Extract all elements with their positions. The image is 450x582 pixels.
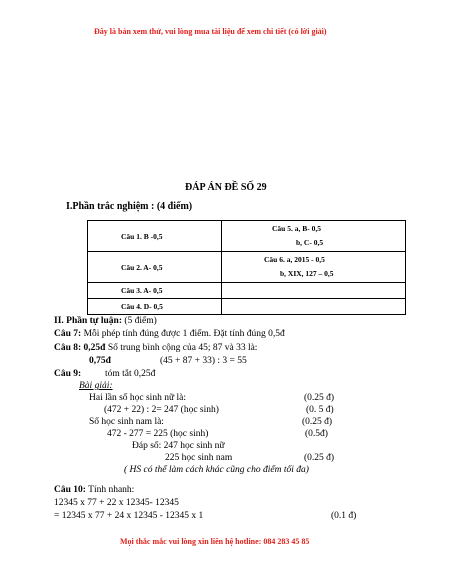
part1-heading: I.Phần trắc nghiệm : (4 điểm) <box>66 201 193 212</box>
page-title: ĐÁP ÁN ĐỀ SỐ 29 <box>185 182 267 193</box>
question-10-line1: 12345 x 77 + 22 x 12345- 12345 <box>54 498 179 508</box>
question-10-line2: = 12345 x 77 + 24 x 12345 - 12345 x 1 <box>54 511 204 521</box>
note: ( HS có thể làm cách khác cũng cho điểm tối đa) <box>124 465 309 475</box>
question-8-score: 0,75đ <box>89 356 111 366</box>
solution-score: (0. 5 đ) <box>306 405 334 415</box>
table-cell-text: Câu 6. a, 2015 - 0,5 <box>264 255 325 264</box>
solution-score: (0.25 đ) <box>304 453 335 463</box>
part2-heading: II. Phần tự luận: (5 điểm) <box>54 316 157 326</box>
table-cell <box>222 283 406 299</box>
question-7: Câu 7: Mỗi phép tính đúng được 1 điểm. Đặt tính đúng 0,5đ <box>54 329 285 339</box>
table-cell: Câu 4. D- 0,5 <box>88 299 222 315</box>
solution-line: 225 học sinh nam <box>165 453 233 463</box>
solution-line: 472 - 277 = 225 (học sinh) <box>107 429 209 439</box>
question-10: Câu 10: Tính nhanh: <box>54 485 135 495</box>
question-9-text: tóm tắt 0,25đ <box>105 369 156 379</box>
table-row <box>88 299 406 315</box>
table-row <box>88 283 406 299</box>
solution-line: Số học sinh nam là: <box>89 417 164 427</box>
table-cell <box>222 299 406 315</box>
table-row <box>88 221 406 252</box>
table-row <box>88 252 406 283</box>
question-8: Câu 8: 0,25đ Số trung bình cộng của 45; 87 và 33 là: <box>54 343 258 353</box>
solution-line: (472 + 22) : 2= 247 (học sinh) <box>104 405 219 415</box>
table-cell-text: b, C- 0,5 <box>296 238 324 247</box>
table-cell <box>222 221 406 252</box>
table-cell <box>222 252 406 283</box>
table-cell-text: Câu 5. a, B- 0,5 <box>272 224 321 233</box>
table-cell: Câu 1. B -0,5 <box>88 221 222 252</box>
solution-score: (0.25 đ) <box>304 393 335 403</box>
question-9-label: Câu 9: <box>54 369 82 379</box>
table-cell-text: b, XIX, 127 – 0,5 <box>280 269 334 278</box>
solution-score: (0.25 đ) <box>302 417 333 427</box>
table-cell: Câu 3. A- 0,5 <box>88 283 222 299</box>
question-10-score: (0.1 đ) <box>331 511 357 521</box>
header-notice: Đây là bản xem thử, vui lòng mua tài liệu để xem chi tiết (có lời giải) <box>94 27 327 36</box>
footer-notice: Mọi thắc mắc vui lòng xin liên hệ hotline: 084 283 45 85 <box>120 537 310 546</box>
table-cell: Câu 2. A- 0,5 <box>88 252 222 283</box>
question-8-calc: (45 + 87 + 33) : 3 = 55 <box>160 356 247 366</box>
solution-label: Bài giải: <box>79 381 113 391</box>
solution-line: Đáp số: 247 học sinh nữ <box>132 441 225 451</box>
solution-score: (0.5đ) <box>305 429 328 439</box>
answer-table <box>87 220 406 315</box>
solution-line: Hai lần số học sinh nữ là: <box>89 393 186 403</box>
